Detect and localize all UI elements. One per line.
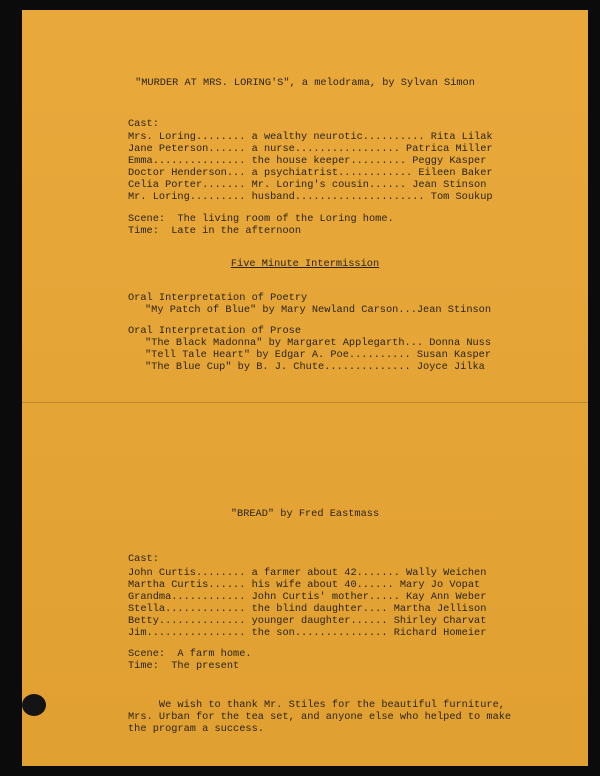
thanks-line: We wish to thank Mr. Stiles for the beautiful furniture,	[128, 699, 505, 711]
play1-time: Time: Late in the afternoon	[128, 225, 302, 237]
play1-cast-line: Mrs. Loring........ a wealthy neurotic.......... Rita Lilak	[128, 131, 493, 143]
play1-cast-label: Cast:	[128, 118, 159, 130]
prose-item: "Tell Tale Heart" by Edgar A. Poe.......... Susan Kasper	[145, 349, 492, 361]
play1-scene: Scene: The living room of the Loring home.	[128, 213, 394, 225]
program-page	[22, 10, 588, 766]
play2-cast-line: Martha Curtis...... his wife about 40...... Mary Jo Vopat	[128, 579, 481, 591]
thanks-line: the program a success.	[128, 723, 264, 735]
poetry-item: "My Patch of Blue" by Mary Newland Carson...Jean Stinson	[145, 304, 492, 316]
play1-cast-line: Emma............... the house keeper......... Peggy Kasper	[128, 155, 487, 167]
play1-title: "MURDER AT MRS. LORING'S", a melodrama, by Sylvan Simon	[135, 77, 475, 89]
thanks-line: Mrs. Urban for the tea set, and anyone else who helped to make	[128, 711, 512, 723]
prose-label: Oral Interpretation of Prose	[128, 325, 302, 337]
play2-title: "BREAD" by Fred Eastmass	[230, 508, 380, 520]
play2-cast-line: Grandma............ John Curtis' mother..... Kay Ann Weber	[128, 591, 487, 603]
play1-cast-line: Jane Peterson...... a nurse................. Patrica Miller	[128, 143, 493, 155]
play2-cast-label: Cast:	[128, 553, 159, 565]
intermission-heading: Five Minute Intermission	[230, 258, 380, 270]
play1-cast-line: Celia Porter....... Mr. Loring's cousin...... Jean Stinson	[128, 179, 487, 191]
play2-time: Time: The present	[128, 660, 240, 672]
play1-cast-line: Doctor Henderson... a psychiatrist............ Eileen Baker	[128, 167, 493, 179]
prose-item: "The Blue Cup" by B. J. Chute.............. Joyce Jilka	[145, 361, 485, 373]
play2-cast-line: John Curtis........ a farmer about 42....... Wally Weichen	[128, 567, 487, 579]
play2-cast-line: Betty.............. younger daughter...... Shirley Charvat	[128, 615, 487, 627]
play1-cast-line: Mr. Loring......... husband..................... Tom Soukup	[128, 191, 493, 203]
punch-hole	[22, 694, 46, 716]
fold-crease	[22, 402, 588, 403]
play2-cast-line: Stella............. the blind daughter.... Martha Jellison	[128, 603, 487, 615]
poetry-label: Oral Interpretation of Poetry	[128, 292, 308, 304]
prose-item: "The Black Madonna" by Margaret Applegarth... Donna Nuss	[145, 337, 492, 349]
play2-cast-line: Jim................ the son............... Richard Homeier	[128, 627, 487, 639]
play2-scene: Scene: A farm home.	[128, 648, 252, 660]
